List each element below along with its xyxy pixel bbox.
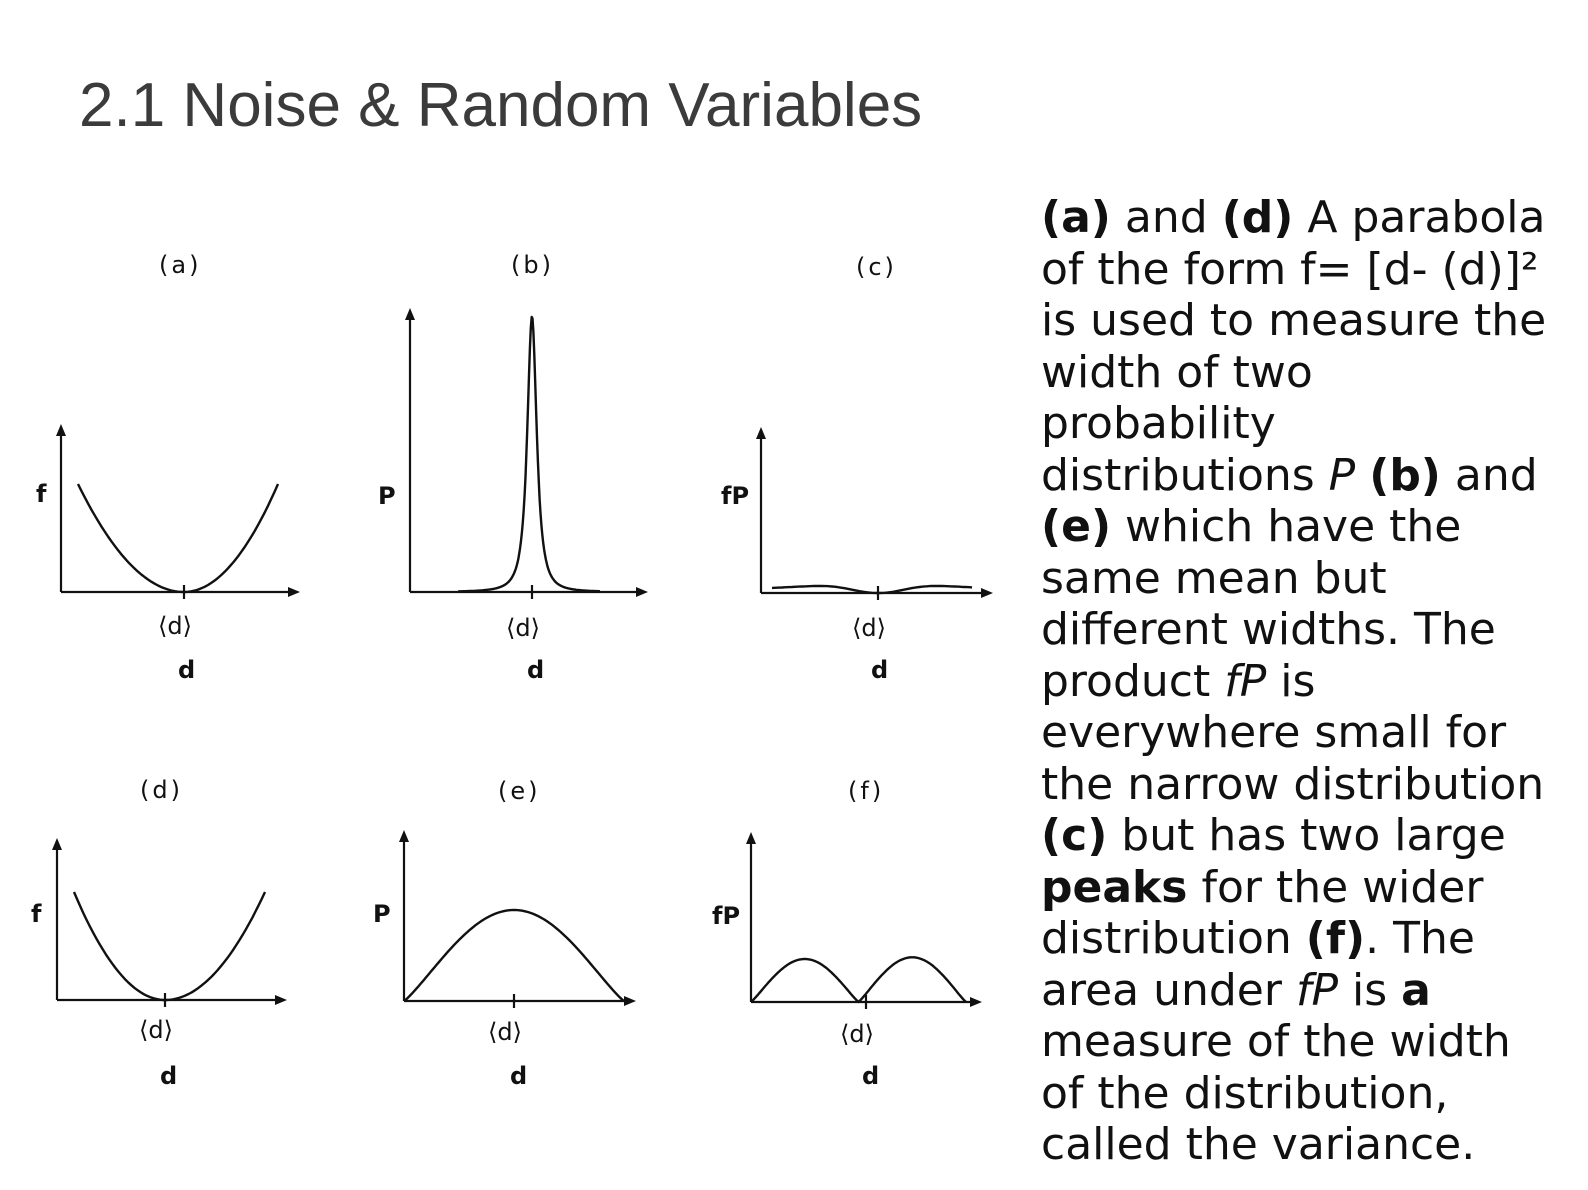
caption-segment: is	[1338, 964, 1402, 1016]
caption-line	[1041, 1119, 1581, 1171]
caption-line	[1041, 553, 1581, 605]
y-axis-label: fP	[712, 902, 741, 930]
slide-title: 2.1 Noise & Random Variables	[79, 71, 923, 140]
y-axis-label: f	[31, 900, 42, 928]
caption-segment: A parabola	[1293, 192, 1546, 243]
caption-segment: measure of the width	[1041, 1016, 1511, 1067]
caption-line	[1041, 965, 1581, 1017]
panel-label: (f)	[848, 777, 885, 805]
caption-segment: (f)	[1305, 913, 1366, 964]
x-axis-label: d	[510, 1062, 528, 1090]
caption-line	[1041, 450, 1581, 502]
caption-segment: fP	[1224, 655, 1267, 707]
caption-segment: width of two	[1041, 346, 1313, 398]
caption-segment: and	[1110, 192, 1222, 243]
caption-segment: is	[1266, 655, 1316, 707]
caption-segment	[1355, 450, 1369, 501]
caption-line	[1041, 656, 1581, 708]
x-axis-label: d	[160, 1062, 178, 1090]
x-axis-label: d	[871, 656, 889, 684]
panel-label: (d)	[140, 776, 183, 804]
mean-label: ⟨d⟩	[158, 612, 192, 640]
caption-line	[1041, 295, 1581, 347]
caption-line	[1041, 1016, 1581, 1068]
caption-segment: product	[1041, 655, 1225, 707]
caption-segment: P	[1328, 449, 1356, 501]
x-axis-label: d	[527, 656, 545, 684]
caption-line	[1041, 501, 1581, 553]
caption-line	[1041, 604, 1581, 656]
y-axis-label: P	[378, 482, 396, 510]
caption-segment: (e)	[1041, 501, 1112, 552]
panel-label: (a)	[159, 251, 202, 279]
mean-label: ⟨d⟩	[840, 1020, 874, 1048]
caption-line	[1041, 347, 1581, 399]
caption-segment: the narrow distribution	[1041, 758, 1545, 810]
caption-segment: of the distribution,	[1041, 1067, 1449, 1119]
mean-label: ⟨d⟩	[488, 1018, 522, 1046]
caption-segment: (b)	[1369, 449, 1441, 501]
caption-segment: peaks	[1041, 861, 1188, 913]
mean-label: ⟨d⟩	[506, 614, 540, 642]
caption-line	[1041, 862, 1581, 914]
caption-segment: probability	[1041, 398, 1276, 449]
caption-segment: (a)	[1041, 192, 1111, 243]
caption-segment: is used to measure the	[1041, 295, 1547, 346]
caption-line	[1041, 810, 1581, 862]
caption-segment: distribution	[1041, 913, 1306, 964]
caption-segment: for the wider	[1187, 861, 1484, 913]
caption-segment: distributions	[1041, 449, 1329, 501]
curve-large-double-hump	[751, 957, 966, 1002]
panel-label: (e)	[498, 777, 541, 805]
y-axis-label: P	[373, 900, 391, 928]
caption-line	[1041, 192, 1581, 244]
x-axis-label: d	[178, 656, 196, 684]
caption-line	[1041, 759, 1581, 811]
panel-label: (c)	[856, 253, 897, 281]
caption-line	[1041, 398, 1581, 450]
figure-caption	[1041, 192, 1581, 1171]
x-axis-label: d	[862, 1062, 880, 1090]
panel-label: (b)	[511, 251, 554, 279]
y-axis-label: f	[36, 480, 47, 508]
caption-segment: and	[1440, 449, 1538, 501]
caption-line	[1041, 707, 1581, 759]
caption-segment: which have the	[1111, 501, 1462, 552]
y-axis-arrowhead	[746, 832, 756, 844]
caption-segment: everywhere small for	[1041, 707, 1507, 758]
caption-line	[1041, 1068, 1581, 1120]
caption-segment: same mean but	[1041, 552, 1387, 604]
mean-label: ⟨d⟩	[139, 1016, 173, 1044]
caption-segment: (d)	[1221, 192, 1294, 243]
caption-segment: a	[1401, 964, 1431, 1016]
caption-segment: (c)	[1041, 810, 1108, 861]
caption-line	[1041, 913, 1581, 965]
mean-label: ⟨d⟩	[852, 614, 886, 642]
caption-segment: fP	[1295, 964, 1338, 1016]
caption-segment: called the variance.	[1041, 1119, 1476, 1170]
caption-segment: but has two large	[1107, 810, 1506, 861]
caption-segment: of the form f= [d- (d)]²	[1041, 243, 1539, 295]
caption-line	[1041, 244, 1581, 296]
y-axis-label: fP	[721, 482, 750, 510]
caption-segment: area under	[1041, 964, 1296, 1016]
caption-segment: different widths. The	[1041, 604, 1496, 655]
caption-segment: . The	[1365, 913, 1475, 964]
x-axis-arrowhead	[970, 997, 982, 1007]
